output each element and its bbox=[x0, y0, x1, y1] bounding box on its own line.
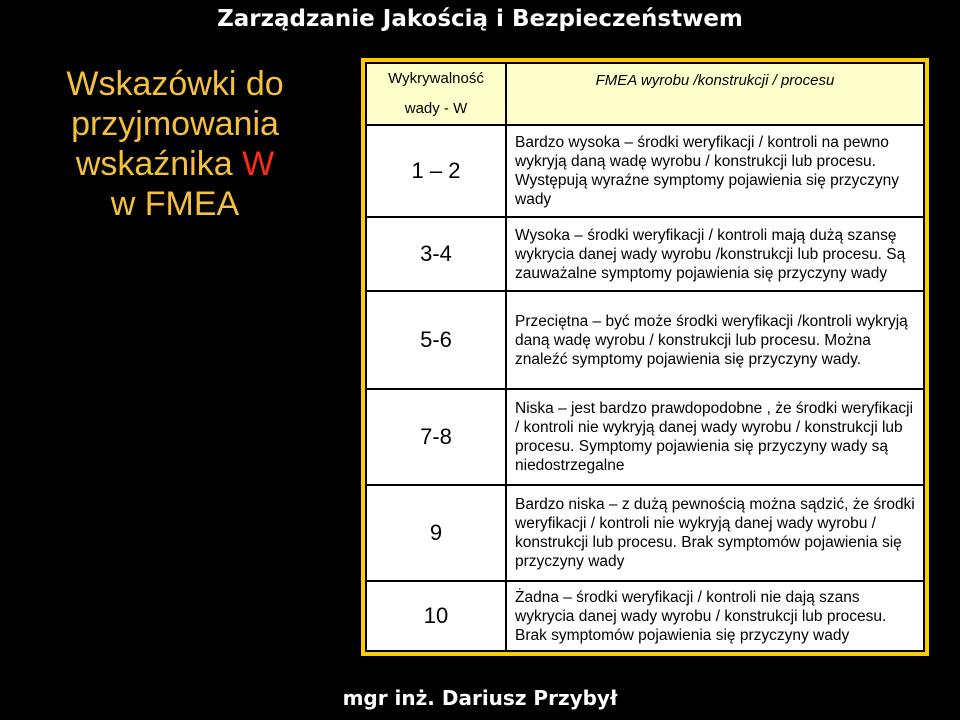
header-fmea-type: FMEA wyrobu /konstrukcji / procesu bbox=[506, 63, 924, 125]
table-row bbox=[366, 485, 924, 581]
slide-side-title bbox=[0, 64, 350, 224]
slide-header-title: Zarządzanie Jakością i Bezpieczeństwem bbox=[217, 6, 743, 32]
rank-cell: 1 – 2 bbox=[366, 125, 506, 217]
table-row bbox=[366, 291, 924, 389]
side-title-line-3 bbox=[0, 144, 350, 184]
slide-footer-author: mgr inż. Dariusz Przybył bbox=[342, 686, 618, 710]
side-title-line-3-text: wskaźnika bbox=[75, 145, 243, 183]
header-detectability bbox=[366, 63, 506, 125]
table-row bbox=[366, 125, 924, 217]
header-detectability-line-1: Wykrywalność bbox=[388, 70, 484, 87]
table-row bbox=[366, 389, 924, 485]
detection-rating-table bbox=[365, 62, 925, 652]
rank-cell: 7-8 bbox=[366, 389, 506, 485]
description-cell: Przeciętna – być może środki weryfikacji /kontroli wykryją daną wadę wyrobu / konstrukcji lub procesu. Można znaleźć symptomy pojawienia się przyczyny wady. bbox=[506, 291, 924, 389]
table-header-row bbox=[366, 63, 924, 125]
side-title-line-2: przyjmowania bbox=[71, 105, 279, 143]
rank-cell: 9 bbox=[366, 485, 506, 581]
side-title-line-1: Wskazówki do bbox=[66, 65, 284, 103]
rank-cell: 5-6 bbox=[366, 291, 506, 389]
description-cell: Bardzo niska – z dużą pewnością można sądzić, że środki weryfikacji / kontroli nie wykryją danej wady wyrobu / konstrukcji lub procesu. Brak symptomów pojawienia się przyczyny wady bbox=[506, 485, 924, 581]
header-detectability-line-2: wady - W bbox=[404, 100, 468, 117]
description-cell: Bardzo wysoka – środki weryfikacji / kontroli na pewno wykryją daną wadę wyrobu / konstrukcji lub procesu. Występują wyraźne symptomy pojawienia się przyczyny wady bbox=[506, 125, 924, 217]
description-cell: Wysoka – środki weryfikacji / kontroli mają dużą szansę wykrycia danej wady wyrobu /konstrukcji lub procesu. Są zauważalne symptomy pojawienia się przyczyny wady bbox=[506, 217, 924, 291]
detection-table-frame bbox=[361, 58, 929, 656]
rank-cell: 3-4 bbox=[366, 217, 506, 291]
side-title-line-4: w FMEA bbox=[110, 185, 240, 223]
description-cell: Żadna – środki weryfikacji / kontroli nie dają szans wykrycia danej wady wyrobu / konstrukcji lub procesu. Brak symptomów pojawienia się przyczyny wady bbox=[506, 581, 924, 651]
table-row bbox=[366, 217, 924, 291]
rank-cell: 10 bbox=[366, 581, 506, 651]
table-row bbox=[366, 581, 924, 651]
description-cell: Niska – jest bardzo prawdopodobne , że środki weryfikacji / kontroli nie wykryją danej wady wyrobu / konstrukcji lub procesu. Symptomy pojawienia się przyczyny wady są niedostrzegalne bbox=[506, 389, 924, 485]
side-title-w-highlight: W bbox=[242, 145, 275, 183]
